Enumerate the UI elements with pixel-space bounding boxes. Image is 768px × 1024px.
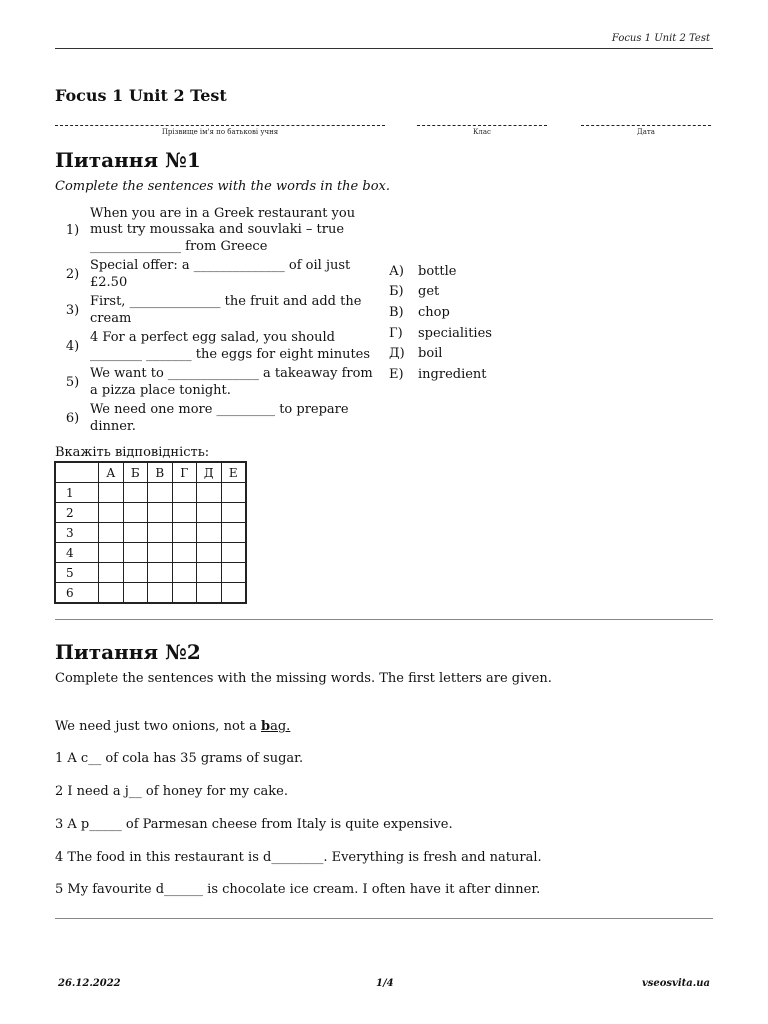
sentence-list: [55, 206, 380, 438]
grid-row-header: 2: [56, 503, 99, 523]
gap-sentence: 4 The food in this restaurant is d________. Everything is fresh and natural.: [55, 850, 542, 865]
example-prefix: We need just two onions, not a: [55, 719, 262, 734]
header-rule: [55, 48, 713, 49]
sentence-text: 4 For a perfect egg salad, you should ________ _______ the eggs for eight minutes: [90, 330, 371, 362]
option-item: [389, 364, 492, 385]
grid-cell[interactable]: [123, 503, 148, 523]
grid-cell[interactable]: [148, 523, 173, 543]
footer-date: 26.12.2022: [58, 978, 121, 989]
gap-sentence: 3 A p_____ of Parmesan cheese from Italy is quite expensive.: [55, 817, 453, 832]
grid-cell[interactable]: [99, 503, 124, 523]
grid-cell[interactable]: [197, 483, 222, 503]
example-answer: [261, 719, 290, 734]
grid-row: [56, 523, 246, 543]
grid-cell[interactable]: [99, 563, 124, 583]
grid-row: [56, 543, 246, 563]
grid-cell[interactable]: [148, 583, 173, 603]
grid-col-header: Г: [172, 463, 197, 483]
name-caption: Прізвище ім'я по батькові учня: [161, 128, 279, 136]
grid-cell[interactable]: [123, 563, 148, 583]
grid-row: [56, 583, 246, 603]
sentence-number: 5): [65, 375, 80, 390]
option-letter: Г): [389, 325, 403, 341]
sentence-number: 3): [65, 303, 80, 318]
document-title: Focus 1 Unit 2 Test: [55, 86, 227, 105]
grid-row: [56, 563, 246, 583]
sentence-number: 1): [65, 223, 80, 238]
option-word: bottle: [418, 263, 457, 279]
sentence-text: Special offer: a ______________ of oil just £2.50: [90, 258, 351, 290]
grid-cell[interactable]: [221, 583, 246, 603]
sentence-item: [55, 294, 380, 327]
sentence-text: When you are in a Greek restaurant you must try moussaka and souvlaki – true ______________ from Greece: [90, 205, 356, 254]
grid-cell[interactable]: [123, 543, 148, 563]
grid-cell[interactable]: [99, 543, 124, 563]
grid-cell[interactable]: [99, 523, 124, 543]
grid-cell[interactable]: [172, 503, 197, 523]
grid-col-header: Б: [123, 463, 148, 483]
gap-sentence: 2 I need a j__ of honey for my cake.: [55, 784, 288, 799]
grid-cell[interactable]: [123, 523, 148, 543]
option-letter: В): [389, 304, 404, 320]
option-item: [389, 302, 492, 323]
grid-cell[interactable]: [148, 543, 173, 563]
sentence-number: 6): [65, 411, 80, 426]
sentence-item: [55, 366, 380, 399]
grid-cell[interactable]: [197, 523, 222, 543]
grid-cell[interactable]: [148, 503, 173, 523]
word-box: [389, 261, 492, 385]
footer-page-number: 1/4: [376, 978, 394, 989]
grid-cell[interactable]: [99, 483, 124, 503]
grid-cell[interactable]: [221, 563, 246, 583]
question-2-instruction: Complete the sentences with the missing words. The first letters are given.: [55, 671, 552, 686]
class-line: [417, 119, 547, 126]
grid-cell[interactable]: [123, 483, 148, 503]
option-word: get: [418, 284, 440, 300]
option-letter: А): [389, 263, 404, 279]
section-divider: [55, 619, 713, 620]
option-item: [389, 323, 492, 344]
option-letter: Б): [389, 284, 404, 300]
class-field[interactable]: [417, 119, 547, 139]
grid-row: [56, 503, 246, 523]
option-item: [389, 343, 492, 364]
running-header: Focus 1 Unit 2 Test: [611, 33, 710, 44]
grid-col-header: В: [148, 463, 173, 483]
question-1-instruction: Complete the sentences with the words in the box.: [55, 179, 390, 194]
sentence-number: 2): [65, 267, 80, 282]
sentence-item: [55, 206, 380, 255]
grid-col-header: Д: [197, 463, 222, 483]
date-caption: Дата: [637, 128, 655, 136]
sentence-text: We want to ______________ a takeaway from a pizza place tonight.: [90, 366, 373, 398]
match-label: Вкажіть відповідність:: [55, 445, 210, 460]
example-rest: ag.: [270, 719, 291, 734]
answer-grid: [55, 462, 246, 603]
question-1-heading: Питання №1: [55, 148, 201, 172]
grid-corner: [56, 463, 99, 483]
grid-row: [56, 483, 246, 503]
grid-cell[interactable]: [221, 523, 246, 543]
grid-cell[interactable]: [172, 543, 197, 563]
grid-cell[interactable]: [172, 563, 197, 583]
example-sentence: [55, 719, 290, 734]
grid-row-header: 3: [56, 523, 99, 543]
name-line: [55, 119, 385, 126]
sentence-number: 4): [65, 339, 80, 354]
section-divider: [55, 918, 713, 919]
grid-cell[interactable]: [197, 583, 222, 603]
gap-sentence: 1 A c__ of cola has 35 grams of sugar.: [55, 751, 304, 766]
date-field[interactable]: [581, 119, 711, 139]
sentence-item: [55, 402, 380, 435]
gap-sentence: 5 My favourite d______ is chocolate ice cream. I often have it after dinner.: [55, 882, 541, 897]
grid-cell[interactable]: [123, 583, 148, 603]
grid-header-row: [56, 463, 246, 483]
option-word: boil: [418, 346, 443, 362]
grid-cell[interactable]: [197, 563, 222, 583]
grid-cell[interactable]: [221, 543, 246, 563]
grid-cell[interactable]: [148, 483, 173, 503]
name-field[interactable]: [55, 119, 385, 139]
footer-site[interactable]: vseosvita.ua: [641, 978, 710, 989]
question-2-heading: Питання №2: [55, 640, 201, 664]
sentence-item: [55, 258, 380, 291]
grid-row-header: 1: [56, 483, 99, 503]
grid-row-header: 5: [56, 563, 99, 583]
sentence-item: [55, 330, 380, 363]
grid-cell[interactable]: [197, 543, 222, 563]
option-item: [389, 282, 492, 303]
grid-cell[interactable]: [148, 563, 173, 583]
grid-row-header: 6: [56, 583, 99, 603]
grid-cell[interactable]: [221, 503, 246, 523]
grid-cell[interactable]: [172, 523, 197, 543]
grid-row-header: 4: [56, 543, 99, 563]
grid-cell[interactable]: [197, 503, 222, 523]
option-letter: Е): [389, 366, 404, 382]
grid-col-header: Е: [221, 463, 246, 483]
grid-cell[interactable]: [172, 583, 197, 603]
class-caption: Клас: [473, 128, 491, 136]
date-line: [581, 119, 711, 126]
sentence-text: We need one more _________ to prepare dinner.: [90, 402, 349, 434]
option-word: ingredient: [418, 366, 487, 382]
grid-col-header: А: [99, 463, 124, 483]
grid-cell[interactable]: [99, 583, 124, 603]
option-item: [389, 261, 492, 282]
option-word: specialities: [418, 325, 492, 341]
option-word: chop: [418, 304, 450, 320]
example-first-letter: b: [261, 719, 271, 734]
option-letter: Д): [389, 346, 405, 362]
grid-cell[interactable]: [221, 483, 246, 503]
sentence-text: First, ______________ the fruit and add the cream: [90, 294, 362, 326]
grid-cell[interactable]: [172, 483, 197, 503]
